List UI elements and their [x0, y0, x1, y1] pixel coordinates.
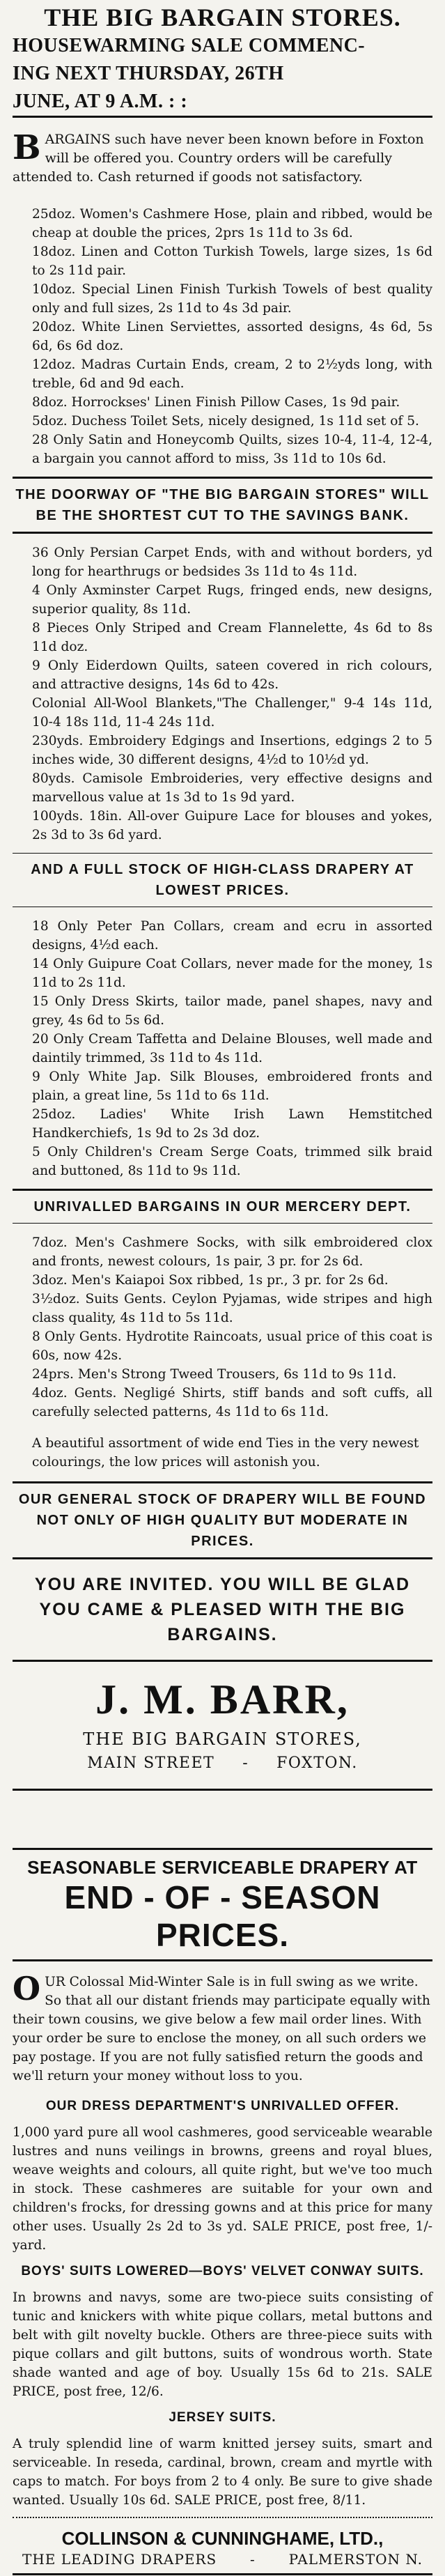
- closing-text: A beautiful assortment of wide end Ties in the very newest colourings, the low prices will astonish you.: [32, 1436, 419, 1470]
- list-item: 100yds. 18in. All-over Guipure Lace for blouses and yokes, 2s 3d to 3s 6d yard.: [32, 809, 432, 842]
- list-item: 18 Only Peter Pan Collars, cream and ecru in assorted designs, 4½d each.: [32, 919, 432, 952]
- list-item: 24prs. Men's Strong Tweed Trousers, 6s 11d to 9s 11d.: [32, 1367, 397, 1382]
- banner-doorway: THE DOORWAY OF "THE BIG BARGAIN STORES" WILL BE THE SHORTEST CUT TO THE SAVINGS BANK.: [15, 487, 430, 523]
- list-item: 28 Only Satin and Honeycomb Quilts, sizes 10-4, 11-4, 12-4, a bargain you cannot afford to miss, 3s 11d to 10s 6d.: [32, 433, 432, 466]
- collinson-cunninghame-ad: [13, 1848, 432, 2568]
- street: MAIN STREET: [87, 1754, 215, 1772]
- dotted-divider: [13, 2517, 432, 2518]
- list-item: 5 Only Children's Cream Serge Coats, trimmed silk braid and buttoned, 8s 11d to 9s 11d.: [32, 1145, 432, 1178]
- boys-suits-title: BOYS' SUITS LOWERED—BOYS' VELVET CONWAY SUITS.: [21, 2264, 424, 2278]
- list-item: 25doz. Ladies' White Irish Lawn Hemstitched Handkerchiefs, 1s 9d to 2s 3d doz.: [32, 1107, 432, 1141]
- divider: [13, 1959, 432, 1961]
- town: FOXTON.: [276, 1754, 358, 1772]
- ad1-title: THE BIG BARGAIN STORES.: [44, 3, 401, 31]
- list-item: 4 Only Axminster Carpet Rugs, fringed ends, new designs, superior quality, 8s 11d.: [32, 583, 432, 617]
- divider: [13, 1789, 432, 1791]
- opening-line-2: ING NEXT THURSDAY, 26TH: [13, 63, 284, 84]
- list-item: 5doz. Duchess Toilet Sets, nicely designed, 1s 11d set of 5.: [32, 414, 419, 429]
- footer-sub-right: PALMERSTON N.: [288, 2551, 423, 2568]
- dropcap: B: [13, 128, 41, 167]
- banner-full-stock: AND A FULL STOCK OF HIGH-CLASS DRAPERY AT LOWEST PRICES.: [31, 862, 414, 898]
- list-item: 7doz. Men's Cashmere Socks, with silk embroidered clox and fronts, newest colours, 1s pair, 3 pr. for 2s 6d.: [32, 1235, 432, 1269]
- list-item: 15 Only Dress Skirts, tailor made, panel shapes, navy and grey, 4s 6d to 5s 6d.: [32, 994, 432, 1028]
- section-ladies: [13, 907, 432, 1189]
- list-item: 25doz. Women's Cashmere Hose, plain and ribbed, would be cheap at double the prices, 2prs 1s 11d to 3s 6d.: [32, 207, 432, 240]
- footer-dash: -: [250, 2551, 256, 2568]
- list-item: 36 Only Persian Carpet Ends, with and without borders, yd long for hearthrugs or bedsides 3s 11d to 4s 11d.: [32, 546, 432, 579]
- list-item: 8doz. Horrockses' Linen Finish Pillow Cases, 1s 9d pair.: [32, 395, 400, 410]
- list-item: 18doz. Linen and Cotton Turkish Towels, large sizes, 1s 6d to 2s 11d pair.: [32, 245, 432, 278]
- section-household: [13, 195, 432, 477]
- ad2-intro: [13, 1970, 432, 2085]
- big-bargain-stores-ad: [13, 0, 432, 1840]
- ad1-intro: [13, 130, 432, 187]
- divider: [13, 1660, 432, 1662]
- signature-name: J. M. BARR,: [95, 1676, 350, 1722]
- ad2-heading-b: END - OF - SEASON PRICES.: [64, 1879, 381, 1953]
- intro-text: UR Colossal Mid-Winter Sale is in full swing as we write. So that all our distant friends may participate equally with their town cousins, we give below a few mail order lines. With your order be sure to enclose the money, on all such orders we pay postage. If you are not fully satisfied return the goods and we'll return your money without loss to you.: [13, 1975, 430, 2083]
- signature-sub: THE BIG BARGAIN STORES,: [83, 1729, 362, 1749]
- dress-dept-title: OUR DRESS DEPARTMENT'S UNRIVALLED OFFER.: [45, 2099, 400, 2113]
- list-item: 8 Pieces Only Striped and Cream Flannelette, 4s 6d to 8s 11d doz.: [32, 621, 432, 654]
- divider: [13, 2573, 432, 2575]
- list-item: Colonial All-Wool Blankets,"The Challenger," 9-4 14s 11d, 10-4 18s 11d, 11-4 24s 11d.: [32, 696, 432, 730]
- jersey-suits-title: JERSEY SUITS.: [169, 2410, 276, 2425]
- list-item: 20doz. White Linen Serviettes, assorted designs, 4s 6d, 5s 6d, 6s 6d doz.: [32, 320, 432, 353]
- section-carpets: [13, 534, 432, 853]
- invite-text: YOU ARE INVITED. YOU WILL BE GLAD YOU CAME & PLEASED WITH THE BIG BARGAINS.: [34, 1575, 411, 1644]
- list-item: 20 Only Cream Taffetta and Delaine Blouses, well made and daintily trimmed, 3s 11d to 4s 11d.: [32, 1032, 432, 1065]
- footer-sub: [13, 2551, 432, 2568]
- banner-mercery: UNRIVALLED BARGAINS IN OUR MERCERY DEPT.: [33, 1199, 412, 1214]
- section-mercery: [13, 1224, 432, 1430]
- jersey-suits-text: A truly splendid line of warm knitted jersey suits, smart and serviceable. In reseda, cardinal, brown, cream and myrtle with caps to match. For boys from 2 to 4 only. Be sure to give shade wanted. Usually 10s 6d. SALE PRICE, post free, 8/11.: [13, 2437, 432, 2508]
- opening-line-1: HOUSEWARMING SALE COMMENC-: [13, 35, 366, 56]
- list-item: 8 Only Gents. Hydrotite Raincoats, usual price of this coat is 60s, now 42s.: [32, 1329, 432, 1363]
- intro-text: ARGAINS such have never been known before in Foxton will be offered you. Country orders will be carefully attended to. Cash returned if goods not satisfactory.: [13, 132, 424, 185]
- list-item: 3doz. Men's Kaiapoi Sox ribbed, 1s pr., 3 pr. for 2s 6d.: [32, 1273, 389, 1288]
- boys-suits-text: In browns and navys, some are two-piece suits consisting of tunic and knickers with white pique collars, metal buttons and belt with gilt novelty buckle. Others are three-piece suits with pique collars and gilt buttons, suits of wondrous worth. State shade wanted and age of boy. Usually 15s 6d to 21s. SALE PRICE, post free, 12/6.: [13, 2290, 432, 2399]
- list-item: 80yds. Camisole Embroideries, very effective designs and marvellous value at 1s 3d to 1s 9d yard.: [32, 771, 432, 805]
- list-item: 4doz. Gents. Negligé Shirts, stiff bands and soft cuffs, all carefully selected patterns, 4s 11d to 6s 11d.: [32, 1386, 432, 1419]
- list-item: 12doz. Madras Curtain Ends, cream, 2 to 2½yds long, with treble, 6d and 9d each.: [32, 357, 432, 391]
- ad1-opening: [13, 32, 432, 116]
- list-item: 10doz. Special Linen Finish Turkish Towels of best quality only and full sizes, 2s 11d to 4s 3d pair.: [32, 282, 432, 316]
- address-dash: -: [242, 1754, 249, 1772]
- list-item: 9 Only Eiderdown Quilts, sateen covered in rich colours, and attractive designs, 14s 6d to 42s.: [32, 658, 432, 692]
- ad2-heading-a: SEASONABLE SERVICEABLE DRAPERY AT: [27, 1857, 418, 1878]
- list-item: 9 Only White Jap. Silk Blouses, embroidered fronts and plain, a great line, 5s 11d to 6s 11d.: [32, 1070, 432, 1103]
- list-item: 230yds. Embroidery Edgings and Insertions, edgings 2 to 5 inches wide, 30 different designs, 4½d to 10½d yd.: [32, 734, 432, 767]
- dress-dept-text: 1,000 yard pure all wool cashmeres, good serviceable wearable lustres and nuns veilings in browns, greens and royal blues, weave weights and colours, all quite right, but we've too much in stock. These cashmeres are suitable for your own and children's frocks, for dressing gowns and at this price for many other uses. Usually 2s 2d to 3s yd. SALE PRICE, post free, 1/- yard.: [13, 2125, 432, 2253]
- banner-general-stock: OUR GENERAL STOCK OF DRAPERY WILL BE FOUND NOT ONLY OF HIGH QUALITY BUT MODERATE IN PRICES.: [18, 1492, 427, 1549]
- list-item: 14 Only Guipure Coat Collars, never made for the money, 1s 11d to 2s 11d.: [32, 957, 432, 990]
- signature-address: [13, 1754, 432, 1772]
- footer-name: COLLINSON & CUNNINGHAME, LTD.,: [61, 2528, 384, 2549]
- divider: [13, 116, 432, 118]
- opening-line-3: JUNE, AT 9 A.M. : :: [13, 91, 188, 112]
- footer-sub-left: THE LEADING DRAPERS: [22, 2551, 217, 2568]
- list-item: 3½doz. Suits Gents. Ceylon Pyjamas, wide stripes and high class quality, 4s 11d to 5s 11d.: [32, 1292, 432, 1325]
- dropcap: O: [13, 1970, 41, 2007]
